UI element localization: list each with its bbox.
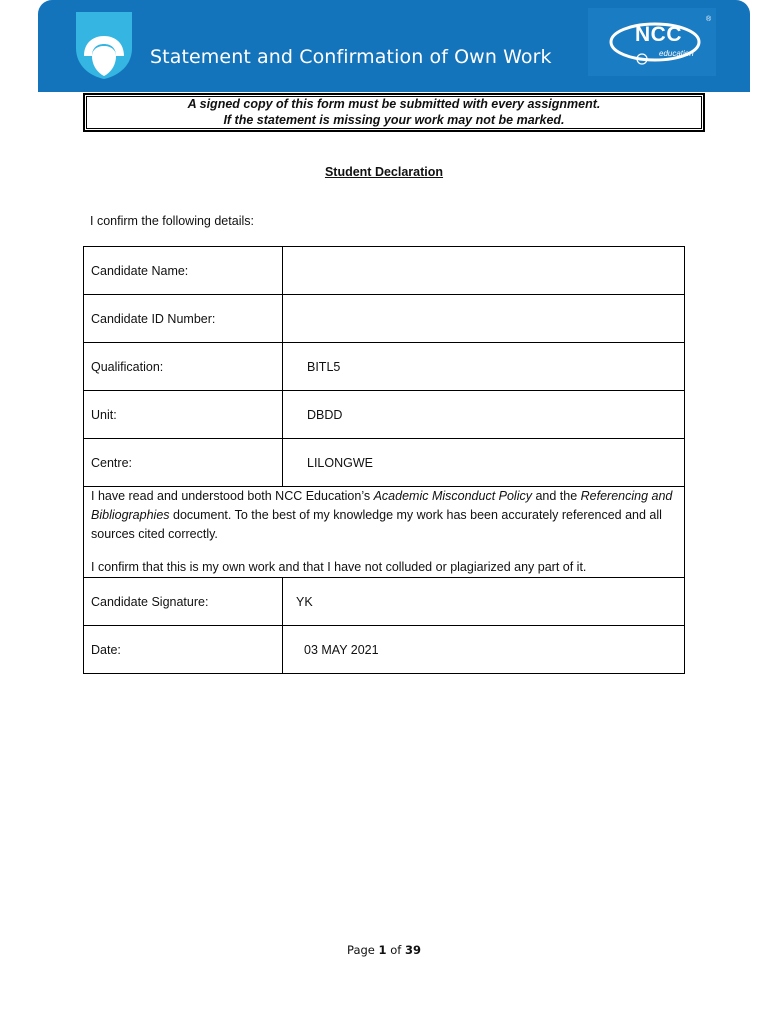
notice-line-2: If the statement is missing your work may not be marked. (223, 113, 565, 127)
row-date (84, 626, 685, 674)
intro-text: I confirm the following details: (90, 214, 254, 228)
unit-field[interactable]: DBDD (283, 391, 685, 439)
row-declaration (84, 487, 685, 578)
page-current: 1 (378, 943, 387, 957)
page-footer (0, 943, 768, 957)
declaration-paragraph-2: I confirm that this is my own work and that I have not colluded or plagiarized any part of it. (91, 560, 587, 574)
row-candidate-id (84, 295, 685, 343)
document-name: Referencing and Bibliographies (91, 489, 673, 522)
date-field[interactable]: 03 MAY 2021 (283, 626, 685, 674)
signature-label: Candidate Signature: (84, 578, 283, 626)
candidate-id-field[interactable] (283, 295, 685, 343)
notice-line-1: A signed copy of this form must be submitted with every assignment. (187, 97, 601, 111)
qualification-label: Qualification: (84, 343, 283, 391)
page-word: Page (347, 943, 375, 957)
row-candidate-name (84, 247, 685, 295)
logo-subtext: education (659, 49, 694, 58)
logo-text: NCC (635, 23, 682, 46)
page-header-title: Statement and Confirmation of Own Work (150, 46, 552, 68)
centre-field[interactable]: LILONGWE (283, 439, 685, 487)
declaration-text-a: I have read and understood both NCC Education’s (91, 489, 374, 503)
ncc-education-logo (588, 8, 716, 76)
row-signature (84, 578, 685, 626)
declaration-text-e: document. To the best of my knowledge my work has been accurately referenced and all sources cited correctly. (91, 508, 662, 541)
registered-mark: ® (706, 16, 712, 23)
row-centre (84, 439, 685, 487)
signature-field[interactable]: YK (283, 578, 685, 626)
row-unit (84, 391, 685, 439)
university-crest-icon (74, 10, 134, 80)
candidate-name-field[interactable] (283, 247, 685, 295)
declaration-text-c: and the (532, 489, 581, 503)
policy-name: Academic Misconduct Policy (373, 489, 532, 503)
candidate-name-label: Candidate Name: (84, 247, 283, 295)
of-word: of (390, 943, 402, 957)
section-title: Student Declaration (324, 165, 444, 179)
date-label: Date: (84, 626, 283, 674)
declaration-text (84, 487, 685, 578)
declaration-form (83, 246, 685, 674)
row-qualification (84, 343, 685, 391)
page-header (38, 0, 750, 92)
page-total: 39 (404, 943, 421, 957)
qualification-field[interactable]: BITL5 (283, 343, 685, 391)
candidate-id-label: Candidate ID Number: (84, 295, 283, 343)
unit-label: Unit: (84, 391, 283, 439)
submission-notice (83, 93, 705, 132)
centre-label: Centre: (84, 439, 283, 487)
declaration-paragraph-1 (91, 487, 677, 544)
